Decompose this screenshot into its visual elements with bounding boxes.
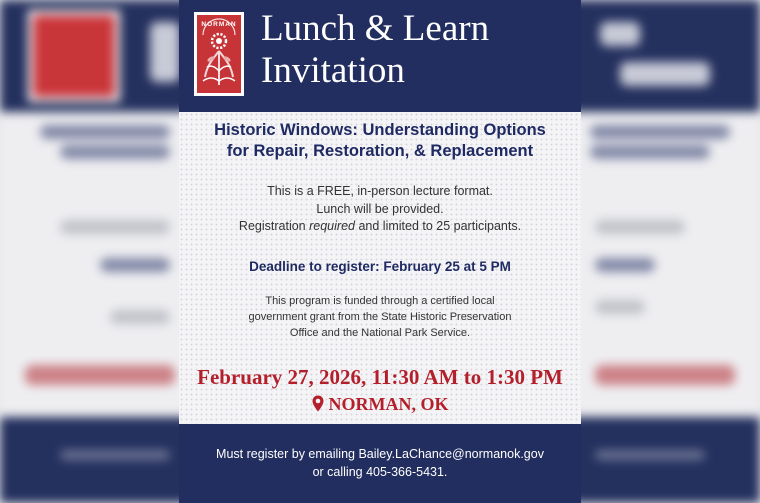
funding-line-2: government grant from the State Historic Preservation [248,311,512,323]
background-text-blur [110,310,170,324]
event-date-time: February 27, 2026, 11:30 AM to 1:30 PM [197,365,563,389]
contact-line-1: Must register by emailing Bailey.LaChance@normanok.gov [216,447,544,461]
funding-line-1: This program is funded through a certified local [265,295,495,307]
background-text-blur [590,145,710,159]
details-line-1: This is a FREE, in-person lecture format. [267,184,493,198]
map-pin-icon [312,395,324,412]
flyer-title [261,8,489,92]
invitation-flyer [179,0,581,503]
contact-line-2: or calling 405-366-5431. [312,465,448,479]
norman-logo [194,12,244,96]
background-text-blur [590,125,730,139]
title-line-2: Invitation [261,50,405,91]
background-text-blur [60,220,170,234]
event-details [179,183,581,236]
lecture-title-line-1: Historic Windows: Understanding Options [214,121,546,139]
details-line-2: Lunch will be provided. [316,201,444,216]
background-text-blur [60,145,170,159]
background-text-blur [595,258,655,272]
lecture-title [179,120,581,162]
svg-text:NORMAN: NORMAN [201,21,237,28]
funding-line-3: Office and the National Park Service. [289,327,471,339]
funding-note [179,293,581,341]
background-text-blur [595,365,735,385]
details-line-3-suffix: and limited to 25 participants. [354,219,522,233]
location-label: NORMAN, OK [328,394,449,414]
background-text-blur [595,220,685,234]
background-text-blur [595,300,645,314]
background-text-blur [595,450,705,460]
background-text-blur [620,62,710,86]
registration-contact [179,445,581,481]
flyer-header [179,0,581,112]
title-line-1: Lunch & Learn [261,8,490,49]
background-text-blur [600,22,640,46]
registration-deadline: Deadline to register: February 25 at 5 PM [249,259,511,274]
norman-seal-icon [197,15,241,93]
event-location [179,392,581,416]
lecture-title-line-2: for Repair, Restoration, & Replacement [226,142,534,160]
background-text-blur [150,22,180,82]
background-text-blur [40,125,170,139]
background-text-blur [100,258,170,272]
details-line-3-prefix: Registration [238,219,310,233]
details-line-3-emphasis: required [309,219,355,233]
background-text-blur [25,365,175,385]
background-logo-blur [28,10,120,102]
background-text-blur [60,450,170,460]
details-line-3 [179,218,581,236]
